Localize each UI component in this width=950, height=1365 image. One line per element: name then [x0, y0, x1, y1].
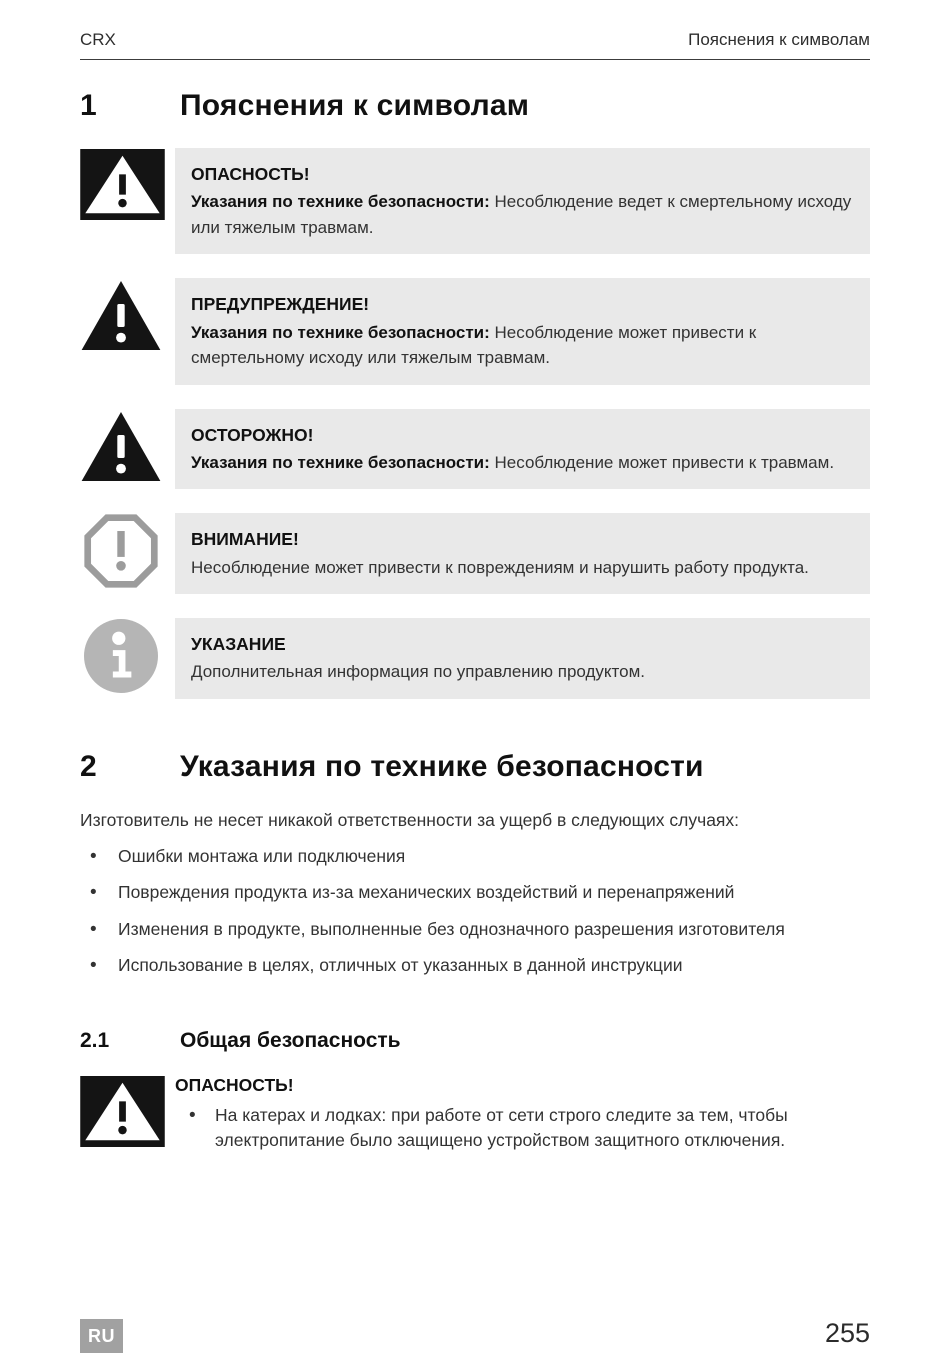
list-item: • Изменения в продукте, выполненные без однозначного разрешения изготовителя: [80, 917, 870, 942]
header-model-label: CRX: [80, 30, 116, 49]
notice-box: [175, 409, 870, 490]
section1-title: Пояснения к символам: [180, 89, 530, 122]
notice-body: Дополнительная информация по управлению продуктом.: [191, 662, 645, 682]
warning-triangle-icon-svg: [80, 410, 162, 483]
danger-square-icon-svg: [80, 149, 165, 220]
header-chapter-label: Пояснения к символам: [688, 30, 870, 49]
list-item: • Повреждения продукта из-за механических воздействий и перенапряжений: [80, 880, 870, 905]
list-item: • На катерах и лодках: при работе от сети строго следите за тем, чтобы электропитание было защищено устройством защитного отключения.: [175, 1103, 815, 1154]
notice-box: [175, 278, 870, 384]
notice-title: ОСТОРОЖНО!: [191, 424, 314, 445]
notice-title: ПРЕДУПРЕЖДЕНИЕ!: [191, 294, 370, 315]
liability-bullet-list: [80, 844, 870, 979]
note-info-icon: [80, 618, 175, 698]
list-item: • Использование в целях, отличных от указанных в данной инструкции: [80, 953, 870, 978]
notice-lead: Указания по технике безопасности:: [191, 322, 490, 342]
language-badge: RU: [80, 1319, 123, 1353]
notice-title: УКАЗАНИЕ: [191, 634, 286, 654]
section2-1-number: 2.1: [80, 1028, 110, 1052]
symbol-notices: [80, 148, 870, 699]
notice-box: [175, 148, 870, 254]
page-number: 255: [824, 1318, 870, 1348]
section2: [80, 749, 870, 979]
notice-text: [191, 659, 852, 685]
notice-text: [191, 189, 852, 240]
notice-text: [191, 450, 852, 476]
notice-caution: [80, 409, 870, 490]
notice-warning: [80, 278, 870, 384]
notice-octagon-icon: [80, 513, 175, 593]
notice-title: ОПАСНОСТЬ!: [191, 164, 310, 184]
notice-note: [80, 618, 870, 699]
general-safety-danger: [80, 1075, 870, 1154]
notice-lead: Указания по технике безопасности:: [191, 192, 490, 212]
warning-triangle-icon-svg: [80, 279, 162, 352]
notice-body: Несоблюдение может привести к травмам.: [494, 452, 835, 472]
notice-attention: [80, 513, 870, 594]
notice-body: Несоблюдение может привести к смертельному исходу или тяжелым травмам.: [191, 322, 757, 367]
notice-body: Несоблюдение ведет к смертельному исходу или тяжелым травмам.: [191, 192, 852, 237]
section1-heading: [80, 88, 870, 124]
danger-square-icon-svg: [80, 1076, 165, 1147]
warning-triangle-icon: [80, 278, 175, 357]
danger-content: [175, 1075, 870, 1154]
notice-octagon-icon-svg: [84, 514, 158, 588]
notice-text: [191, 555, 852, 581]
section2-1-title: Общая безопасность: [180, 1028, 401, 1052]
section2-intro: Изготовитель не несет никакой ответственности за ущерб в следующих случаях:: [80, 809, 740, 830]
danger-square-icon: [80, 1075, 175, 1152]
notice-title: ВНИМАНИЕ!: [191, 529, 299, 550]
notice-body: Несоблюдение может привести к повреждениям и нарушить работу продукта.: [191, 557, 809, 577]
section2-number: 2: [80, 749, 97, 783]
list-item: • Ошибки монтажа или подключения: [80, 844, 870, 869]
notice-box: [175, 513, 870, 594]
notice-lead: Указания по технике безопасности:: [191, 452, 490, 472]
warning-triangle-icon: [80, 409, 175, 488]
section1-number: 1: [80, 89, 97, 122]
section2-1-heading: [80, 1029, 870, 1053]
section2-heading: [80, 749, 870, 785]
danger-bullet-list: [175, 1103, 870, 1154]
section2-title: Указания по технике безопасности: [180, 749, 704, 783]
notice-danger: [80, 148, 870, 254]
notice-box: [175, 618, 870, 699]
danger-title: ОПАСНОСТЬ!: [175, 1074, 294, 1095]
note-info-icon-svg: [84, 619, 158, 693]
danger-square-icon: [80, 148, 175, 225]
notice-text: [191, 320, 852, 371]
page-header: [80, 30, 870, 60]
